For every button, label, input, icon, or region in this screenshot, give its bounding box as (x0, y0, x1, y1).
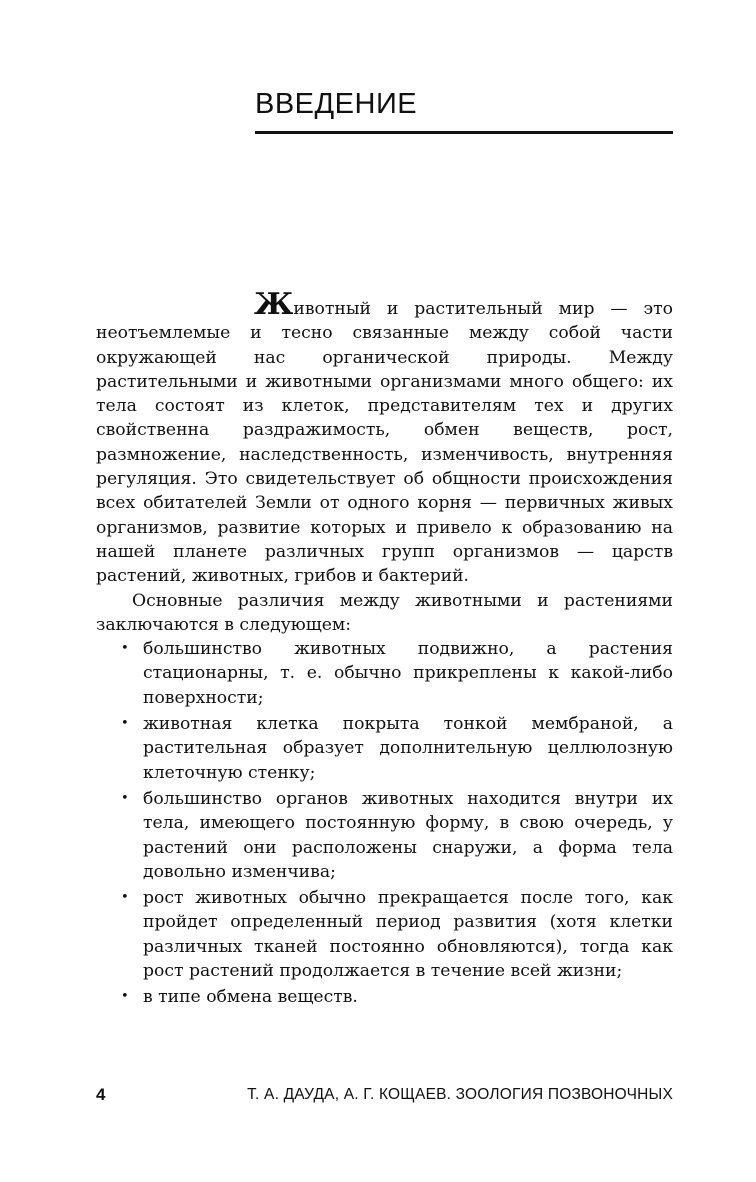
list-item: • рост животных обычно прекращается после того, как пройдет определенный период развития (хотя клетки различных тканей постоянно обновляются), тогда как рост растений продолжается в течение всей жизни; (96, 886, 673, 983)
list-item: • в типе обмена веществ. (96, 985, 673, 1009)
running-footer-title: Т. А. ДАУДА, А. Г. КОЩАЕВ. ЗООЛОГИЯ ПОЗВОНОЧНЫХ (247, 1086, 673, 1103)
decorative-initial: Ж (254, 287, 294, 322)
differences-list (96, 637, 673, 1009)
list-item: • большинство животных подвижно, а растения стационарны, т. е. обычно прикреплены к какой-либо поверхности; (96, 637, 673, 710)
list-item: • животная клетка покрыта тонкой мембраной, а растительная образует дополнительную целлюлозную клеточную стенку; (96, 712, 673, 785)
differences-intro-paragraph: Основные различия между животными и растениями заключаются в следующем: (96, 590, 673, 635)
body-text (96, 287, 673, 1012)
title-underline (255, 131, 673, 134)
page-number: 4 (96, 1085, 106, 1104)
list-item: • большинство органов животных находится внутри их тела, имеющего постоянную форму, в свою очередь, у растений они расположены снаружи, а форма тела довольно изменчива; (96, 787, 673, 884)
intro-paragraph (96, 287, 673, 589)
intro-paragraph-text: ивотный и растительный мир — это неотъемлемые и тесно связанные между собой части окружающей нас органической природы. Между растительными и животными организмами много общего: их тела состоят из клеток, представителям тех и других свойственна раздражимость, обмен веществ, рост, размножение, наследственность, изменчивость, внутренняя регуляция. Это свидетельствует об общности происхождения всех обитателей Земли от одного корня — первичных живых организмов, развитие которых и привело к образованию на нашей планете различных групп организмов — царств растений, животных, грибов и бактерий. (96, 299, 673, 587)
chapter-title: ВВЕДЕНИЕ (255, 88, 418, 120)
